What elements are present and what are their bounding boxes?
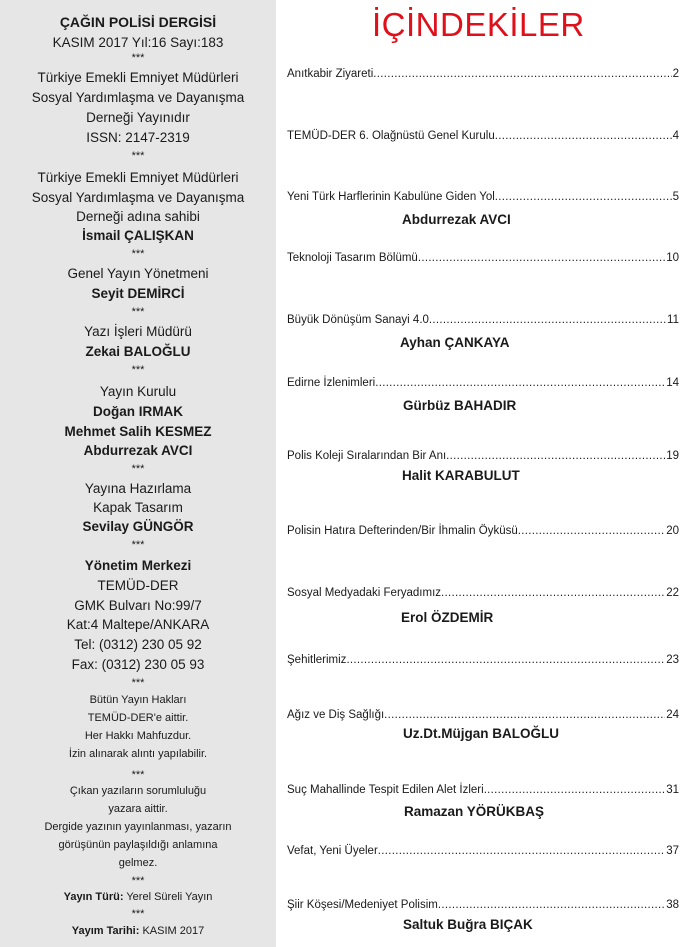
toc-dot-leader <box>446 450 665 462</box>
masthead-line: Fax: (0312) 230 05 93 <box>71 657 205 672</box>
masthead-line: İsmail ÇALIŞKAN <box>82 228 194 243</box>
toc-entry-author: Abdurrezak AVCI <box>402 212 511 227</box>
masthead-line: yazara aittir. <box>108 803 168 815</box>
masthead-separator: *** <box>131 908 145 920</box>
masthead-info-label: Yayım Tarihi: <box>71 925 140 937</box>
toc-entry-page: 20 <box>666 525 679 537</box>
toc-entry-author: Ramazan YÖRÜKBAŞ <box>404 804 545 819</box>
masthead-line: KASIM 2017 Yıl:16 Sayı:183 <box>52 35 224 50</box>
masthead-publication-info <box>0 925 276 937</box>
masthead-line: Türkiye Emekli Emniyet Müdürleri <box>37 170 239 185</box>
masthead-publication-info <box>0 891 276 903</box>
toc-entry[interactable] <box>287 68 679 80</box>
toc-entry-author: Gürbüz BAHADIR <box>403 398 517 413</box>
toc-entry-title: Suç Mahallinde Tespit Edilen Alet İzleri <box>287 784 484 796</box>
toc-entry-page: 5 <box>672 191 679 203</box>
toc-dot-leader <box>373 68 671 80</box>
toc-entry-title: Sosyal Medyadaki Feryadımız <box>287 587 442 599</box>
masthead-info-value: KASIM 2017 <box>139 925 205 937</box>
toc-entry[interactable] <box>287 314 679 326</box>
toc-entry-title: TEMÜD-DER 6. Olağnüstü Genel Kurulu <box>287 130 495 142</box>
masthead-line: Abdurrezak AVCI <box>83 443 193 458</box>
masthead-line: Zekai BALOĞLU <box>85 344 191 359</box>
masthead-line: TEMÜD-DER <box>97 578 179 593</box>
masthead-line: Yayın Kurulu <box>99 384 177 399</box>
toc-entry-author: Saltuk Buğra BIÇAK <box>403 917 533 932</box>
toc-entry-page: 37 <box>666 845 679 857</box>
masthead-line: görüşünün paylaşıldığı anlamına <box>58 839 218 851</box>
masthead-separator: *** <box>131 875 145 887</box>
masthead-line: Genel Yayın Yönetmeni <box>67 266 209 281</box>
masthead-line: Dergide yazının yayınlanması, yazarın <box>44 821 232 833</box>
toc-entry[interactable] <box>287 587 679 599</box>
toc-entry-title: Şehitlerimiz <box>287 654 347 666</box>
toc-entry-title: Teknoloji Tasarım Bölümü <box>287 252 418 264</box>
masthead-line: Türkiye Emekli Emniyet Müdürleri <box>37 70 239 85</box>
toc-entry-page: 31 <box>666 784 679 796</box>
toc-dot-leader <box>384 709 665 721</box>
masthead-info-label: Yayın Türü: <box>63 891 124 903</box>
toc-entry-title: Şiir Köşesi/Medeniyet Polisim <box>287 899 438 911</box>
masthead-line: Sosyal Yardımlaşma ve Dayanışma <box>31 90 245 105</box>
toc-entry-page: 23 <box>666 654 679 666</box>
masthead-line: Seyit DEMİRCİ <box>91 286 185 301</box>
toc-entry-page: 24 <box>666 709 679 721</box>
toc-dot-leader <box>438 899 665 911</box>
toc-entry[interactable] <box>287 709 679 721</box>
masthead-separator: *** <box>131 463 145 475</box>
masthead-line: Yayına Hazırlama <box>84 481 192 496</box>
toc-entry-title: Büyük Dönüşüm Sanayi 4.0 <box>287 314 429 326</box>
toc-entry-author: Erol ÖZDEMİR <box>401 610 494 625</box>
masthead-separator: *** <box>131 539 145 551</box>
toc-entry[interactable] <box>287 377 679 389</box>
masthead-line: Tel: (0312) 230 05 92 <box>74 637 202 652</box>
page-title: İÇİNDEKİLER <box>372 6 585 43</box>
masthead-line: TEMÜD-DER'e aittir. <box>87 712 189 724</box>
masthead-line: Doğan IRMAK <box>93 404 183 419</box>
toc-dot-leader <box>518 525 665 537</box>
masthead-separator: *** <box>131 677 145 689</box>
toc-entry-page: 11 <box>667 314 679 326</box>
masthead-line: Kapak Tasarım <box>93 500 183 515</box>
masthead-sidebar <box>0 0 276 947</box>
masthead-line: Mehmet Salih KESMEZ <box>64 424 212 439</box>
masthead-line: Derneği adına sahibi <box>76 209 200 224</box>
masthead-line: ISSN: 2147-2319 <box>86 130 190 145</box>
masthead-line: ÇAĞIN POLİSİ DERGİSİ <box>59 14 217 30</box>
toc-dot-leader <box>378 845 665 857</box>
toc-dot-leader <box>441 587 665 599</box>
masthead-line: gelmez. <box>118 857 158 869</box>
masthead-info-value: Yerel Süreli Yayın <box>123 891 213 903</box>
toc-entry[interactable] <box>287 191 679 203</box>
toc-entry-page: 38 <box>666 899 679 911</box>
masthead-line: GMK Bulvarı No:99/7 <box>74 598 202 613</box>
masthead-line: Yazı İşleri Müdürü <box>84 324 192 339</box>
masthead-separator: *** <box>131 306 145 318</box>
toc-entry[interactable] <box>287 130 679 142</box>
toc-dot-leader <box>346 654 665 666</box>
toc-entry-page: 2 <box>672 68 679 80</box>
masthead-separator: *** <box>131 364 145 376</box>
masthead-line: Her Hakkı Mahfuzdur. <box>84 730 192 742</box>
toc-dot-leader <box>375 377 665 389</box>
masthead-line: Kat:4 Maltepe/ANKARA <box>66 617 210 632</box>
toc-entry-title: Ağız ve Diş Sağlığı <box>287 709 385 721</box>
masthead-line: Sevilay GÜNGÖR <box>82 519 194 534</box>
toc-entry-title: Polis Koleji Sıralarından Bir Anı <box>287 450 447 462</box>
toc-entry-page: 10 <box>666 252 679 264</box>
masthead-separator: *** <box>131 769 145 781</box>
masthead-line: Bütün Yayın Hakları <box>89 694 187 706</box>
toc-dot-leader <box>495 191 672 203</box>
toc-entry-page: 19 <box>666 450 679 462</box>
toc-entry[interactable] <box>287 252 679 264</box>
toc-entry-author: Uz.Dt.Müjgan BALOĞLU <box>403 726 559 741</box>
masthead-line: Sosyal Yardımlaşma ve Dayanışma <box>31 190 245 205</box>
toc-entry-title: Edirne İzlenimleri <box>287 377 376 389</box>
toc-entry-page: 14 <box>666 377 679 389</box>
toc-entry-author: Ayhan ÇANKAYA <box>400 335 510 350</box>
toc-entry-page: 4 <box>672 130 679 142</box>
toc-dot-leader <box>429 314 666 326</box>
masthead-line: Derneği Yayınıdır <box>86 110 190 125</box>
toc-entry-title: Anıtkabir Ziyareti <box>287 68 374 80</box>
masthead-line: İzin alınarak alıntı yapılabilir. <box>68 748 208 760</box>
toc-dot-leader <box>484 784 666 796</box>
masthead-separator: *** <box>131 150 145 162</box>
toc-entry[interactable] <box>287 784 679 796</box>
toc-entry[interactable] <box>287 899 679 911</box>
toc-entry[interactable] <box>287 450 679 462</box>
toc-entry[interactable] <box>287 525 679 537</box>
masthead-line: Çıkan yazıların sorumluluğu <box>69 785 207 797</box>
masthead-separator: *** <box>131 52 145 64</box>
toc-entry-page: 22 <box>666 587 679 599</box>
toc-entry-title: Polisin Hatıra Defterinden/Bir İhmalin Öyküsü <box>287 525 518 537</box>
toc-entry[interactable] <box>287 845 679 857</box>
masthead-line: Yönetim Merkezi <box>84 558 192 573</box>
toc-dot-leader <box>418 252 665 264</box>
masthead-separator: *** <box>131 248 145 260</box>
toc-entry-title: Yeni Türk Harflerinin Kabulüne Giden Yol <box>287 191 495 203</box>
toc-entry-author: Halit KARABULUT <box>402 468 520 483</box>
toc-dot-leader <box>495 130 672 142</box>
toc-entry[interactable] <box>287 654 679 666</box>
toc-entry-title: Vefat, Yeni Üyeler <box>287 845 378 857</box>
